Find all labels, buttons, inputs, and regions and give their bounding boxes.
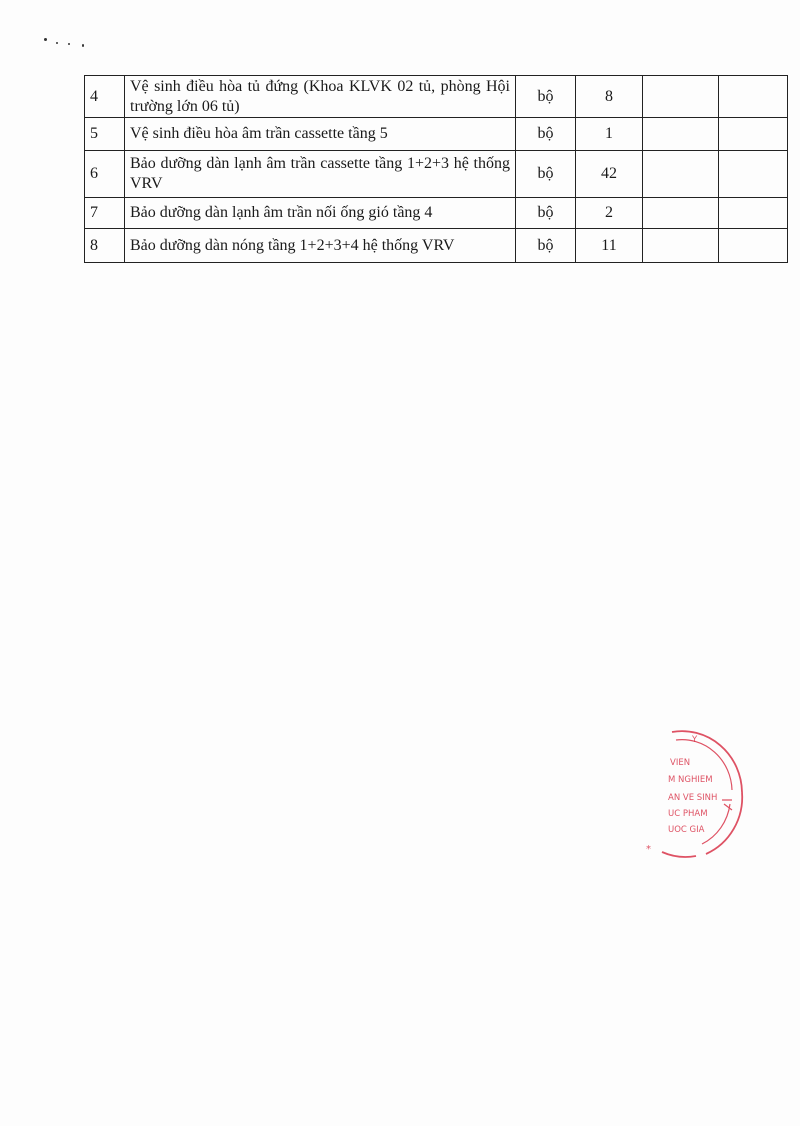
stamp-line: M NGHIEM <box>668 775 713 785</box>
stamp-line: UC PHAM <box>668 809 708 819</box>
scan-specks <box>44 36 94 50</box>
item-quantity: 2 <box>576 198 643 229</box>
stamp-line: UOC GIA <box>668 825 705 835</box>
stamp-star: * <box>646 844 651 855</box>
empty-cell <box>643 151 719 198</box>
item-unit: bộ <box>516 76 576 118</box>
row-number: 7 <box>85 198 125 229</box>
item-description: Bảo dưỡng dàn lạnh âm trần cassette tầng 1+2+3 hệ thống VRV <box>125 151 516 198</box>
empty-cell <box>719 229 788 263</box>
table-row <box>85 76 788 118</box>
empty-cell <box>643 229 719 263</box>
row-number: 5 <box>85 118 125 151</box>
item-quantity: 42 <box>576 151 643 198</box>
stamp-line: AN VE SINH <box>668 793 718 803</box>
row-number: 6 <box>85 151 125 198</box>
table-row <box>85 198 788 229</box>
empty-cell <box>643 76 719 118</box>
item-description: Vệ sinh điều hòa âm trần cassette tầng 5 <box>125 118 516 151</box>
row-number: 8 <box>85 229 125 263</box>
table-row <box>85 229 788 263</box>
table-row <box>85 151 788 198</box>
stamp-line: VIEN <box>670 758 691 768</box>
empty-cell <box>719 198 788 229</box>
item-quantity: 1 <box>576 118 643 151</box>
empty-cell <box>719 151 788 198</box>
empty-cell <box>719 118 788 151</box>
red-seal-stamp <box>632 720 748 860</box>
table-row <box>85 118 788 151</box>
stamp-line: Y <box>692 735 698 745</box>
item-unit: bộ <box>516 151 576 198</box>
item-quantity: 11 <box>576 229 643 263</box>
item-description: Vệ sinh điều hòa tủ đứng (Khoa KLVK 02 tủ, phòng Hội trường lớn 06 tủ) <box>125 76 516 118</box>
item-unit: bộ <box>516 118 576 151</box>
item-description: Bảo dưỡng dàn nóng tầng 1+2+3+4 hệ thống VRV <box>125 229 516 263</box>
row-number: 4 <box>85 76 125 118</box>
item-unit: bộ <box>516 198 576 229</box>
empty-cell <box>643 198 719 229</box>
empty-cell <box>643 118 719 151</box>
item-description: Bảo dưỡng dàn lạnh âm trần nối ống gió tầng 4 <box>125 198 516 229</box>
items-table <box>84 75 788 263</box>
empty-cell <box>719 76 788 118</box>
item-unit: bộ <box>516 229 576 263</box>
item-quantity: 8 <box>576 76 643 118</box>
